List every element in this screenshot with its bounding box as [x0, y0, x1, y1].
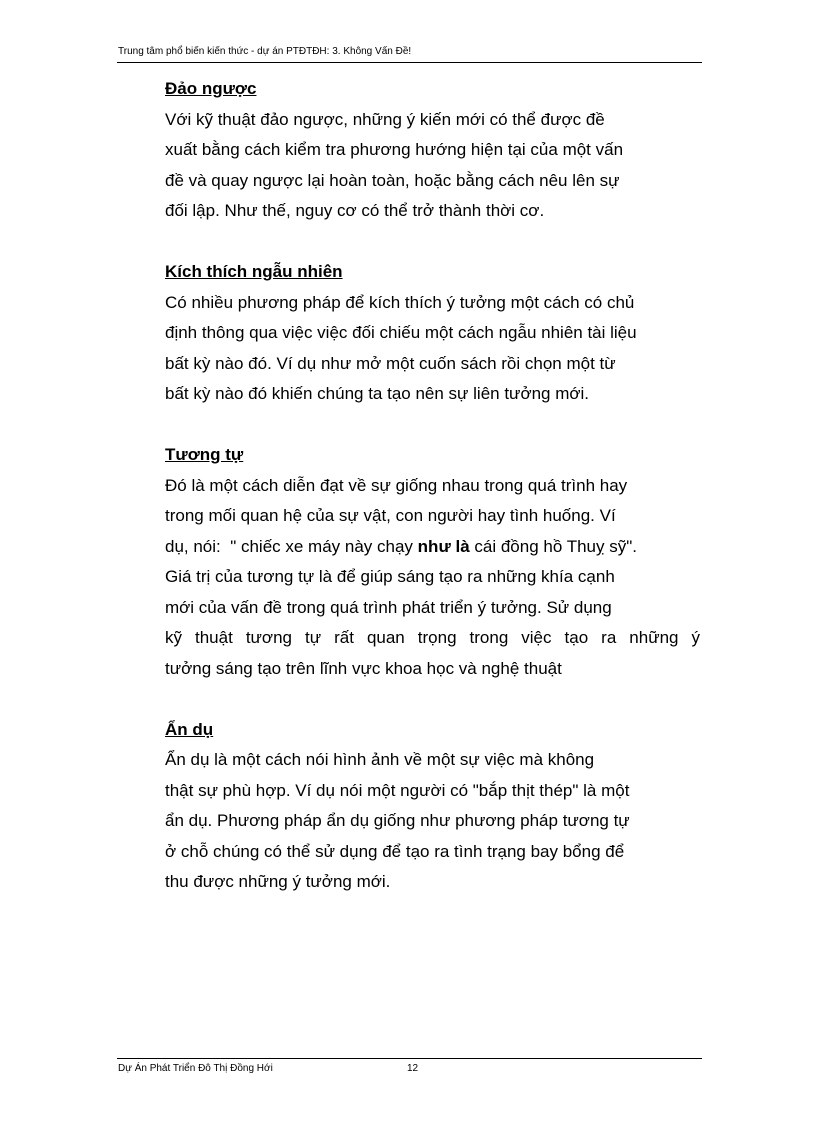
paragraph-line: [165, 532, 700, 563]
line-text: dụ, nói: " chiếc xe máy này chạy: [165, 536, 418, 556]
paragraph-line: Ẩn dụ là một cách nói hình ảnh về một sự việc mà không: [165, 750, 595, 769]
paragraph-line: Giá trị của tương tự là để giúp sáng tạo ra những khía cạnh: [165, 567, 615, 586]
running-header: Trung tâm phổ biến kiến thức - dự án PTĐTĐH: 3. Không Vấn Đề!: [118, 46, 412, 57]
section-heading: Tương tự: [165, 445, 244, 464]
footer-project-name: Dự Án Phát Triển Đô Thị Đồng Hới: [118, 1063, 273, 1074]
paragraph-line: thật sự phù hợp. Ví dụ nói một người có "bắp thịt thép" là một: [165, 780, 630, 800]
paragraph-line: ở chỗ chúng có thể sử dụng để tạo ra tình trạng bay bổng để: [165, 841, 625, 861]
paragraph-line: bất kỳ nào đó khiến chúng ta tạo nên sự liên tưởng mới.: [165, 384, 590, 403]
section-dao-nguoc: [165, 74, 700, 227]
paragraph-line: trong mối quan hệ của sự vật, con người hay tình huống. Ví: [165, 506, 616, 525]
page-number: 12: [407, 1063, 419, 1074]
paragraph-line: ẩn dụ. Phương pháp ẩn dụ giống như phương pháp tương tự: [165, 811, 630, 830]
header-divider: [117, 62, 702, 63]
section-heading: Đảo ngược: [165, 79, 257, 98]
paragraph-line: mới của vấn đề trong quá trình phát triển ý tưởng. Sử dụng: [165, 597, 612, 617]
paragraph-line: bất kỳ nào đó. Ví dụ như mở một cuốn sách rồi chọn một từ: [165, 353, 616, 373]
paragraph-line: đối lập. Như thế, nguy cơ có thể trở thành thời cơ.: [165, 201, 545, 220]
section-heading: Ẩn dụ: [165, 719, 214, 739]
paragraph-line: định thông qua việc việc đối chiếu một cách ngẫu nhiên tài liệu: [165, 323, 637, 342]
paragraph-line: Đó là một cách diễn đạt về sự giống nhau trong quá trình hay: [165, 475, 628, 495]
section-kich-thich: [165, 257, 700, 410]
paragraph-line: kỹ thuật tương tự rất quan trọng trong việc tạo ra những ý: [165, 628, 700, 647]
line-text: cái đồng hồ Thuỵ sỹ".: [469, 536, 637, 556]
paragraph-line: xuất bằng cách kiểm tra phương hướng hiện tại của một vấn: [165, 140, 624, 159]
emphasis-text: như là: [417, 536, 470, 556]
document-body: [165, 74, 700, 928]
paragraph-line: Với kỹ thuật đảo ngược, những ý kiến mới có thể được đề: [165, 109, 605, 129]
paragraph-line: đề và quay ngược lại hoàn toàn, hoặc bằng cách nêu lên sự: [165, 170, 620, 190]
paragraph-line: tưởng sáng tạo trên lĩnh vực khoa học và nghệ thuật: [165, 658, 562, 678]
section-an-du: [165, 715, 700, 898]
paragraph-line: Có nhiều phương pháp để kích thích ý tưởng một cách có chủ: [165, 292, 635, 312]
section-heading: Kích thích ngẫu nhiên: [165, 262, 343, 281]
section-tuong-tu: [165, 440, 700, 684]
footer-divider: [117, 1058, 702, 1059]
paragraph-line: thu được những ý tưởng mới.: [165, 872, 391, 891]
